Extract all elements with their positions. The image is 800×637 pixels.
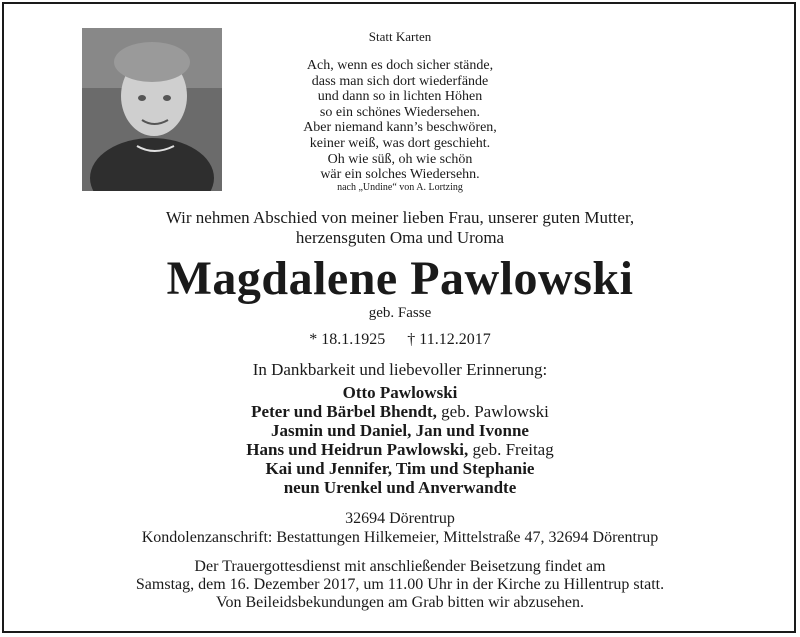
lead-text	[0, 208, 800, 248]
family-entry	[0, 402, 800, 421]
family-list	[0, 383, 800, 497]
poem-source: nach „Undine“ von A. Lortzing	[337, 182, 463, 193]
service-line: Von Beileidsbekundungen am Grab bitten wir abzusehen.	[215, 594, 585, 611]
poem-line: Ach, wenn es doch sicher stände,	[306, 58, 494, 73]
family-names: neun Urenkel und Anverwandte	[283, 478, 517, 497]
lead-line: Wir nehmen Abschied von meiner lieben Frau, unserer guten Mutter,	[165, 208, 635, 227]
service-info	[0, 558, 800, 612]
life-dates	[0, 331, 800, 349]
poem-line: dass man sich dort wiederfände	[311, 73, 489, 89]
family-entry	[0, 440, 800, 459]
family-note: geb. Pawlowski	[436, 402, 549, 421]
header-note: Statt Karten	[368, 29, 432, 44]
poem	[0, 58, 800, 183]
family-names: Jasmin und Daniel, Jan und Ivonne	[271, 421, 529, 440]
family-names: Peter und Bärbel Bhendt,	[251, 402, 437, 421]
poem-line: so ein schönes Wiedersehen.	[319, 104, 481, 120]
poem-line: keiner weiß, was dort geschieht.	[309, 135, 491, 151]
poem-line: und dann so in lichten Höhen	[317, 89, 483, 105]
poem-line: Oh wie süß, oh wie schön	[327, 151, 473, 167]
family-names: Otto Pawlowski	[342, 383, 458, 402]
family-entry	[0, 421, 800, 440]
lead-line: herzensguten Oma und Uroma	[295, 228, 505, 247]
deceased-name: Magdalene Pawlowski	[166, 252, 634, 305]
gratitude-line: In Dankbarkeit und liebevoller Erinnerung:	[252, 360, 548, 379]
birth-name: geb. Fasse	[368, 305, 432, 321]
condolence-address: Kondolenzanschrift: Bestattungen Hilkemeier, Mittelstraße 47, 32694 Dörentrup	[141, 529, 659, 546]
family-note: geb. Freitag	[468, 440, 554, 459]
poem-line: wär ein solches Wiedersehn.	[320, 167, 480, 183]
family-entry	[0, 478, 800, 497]
death-date: † 11.12.2017	[407, 331, 491, 348]
family-entry	[0, 459, 800, 478]
address-town: 32694 Dörentrup	[345, 510, 455, 527]
family-names: Hans und Heidrun Pawlowski,	[246, 440, 469, 459]
address-block	[0, 509, 800, 547]
poem-line: Aber niemand kann’s beschwören,	[303, 120, 497, 136]
birth-date: * 18.1.1925	[309, 331, 386, 348]
family-entry	[0, 383, 800, 402]
service-line: Der Trauergottesdienst mit anschließender Beisetzung findet am	[194, 558, 606, 575]
family-names: Kai und Jennifer, Tim und Stephanie	[265, 459, 535, 478]
service-line: Samstag, dem 16. Dezember 2017, um 11.00 Uhr in der Kirche zu Hillentrup statt.	[135, 576, 665, 593]
